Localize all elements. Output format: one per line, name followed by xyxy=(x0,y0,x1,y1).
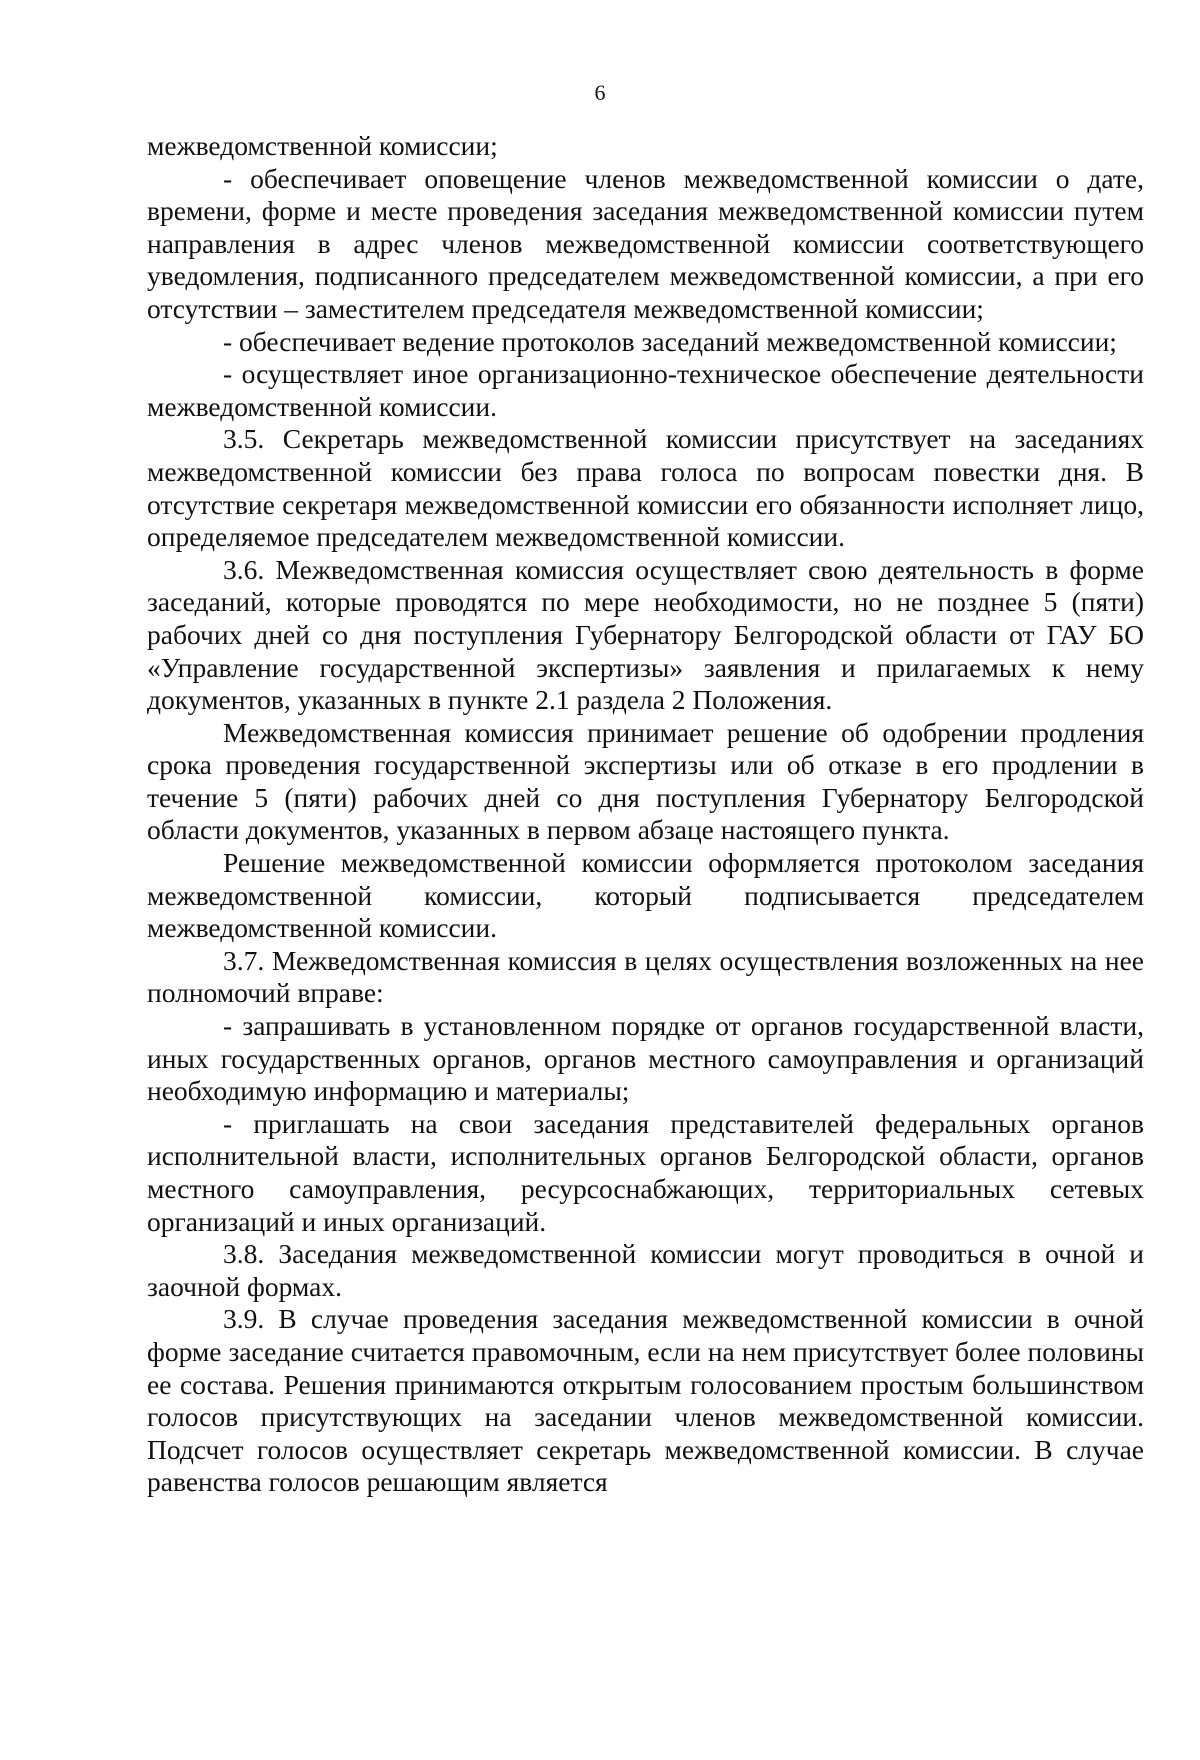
paragraph-invite-right: - приглашать на свои заседания представителей федеральных органов исполнительной власти, исполнительных органов Белгородской области, органов местного самоуправления, ресурсоснабжающих, территориальных сетевых организаций и иных организаций. xyxy=(147,1107,1144,1237)
paragraph-decision-term: Межведомственная комиссия принимает решение об одобрении продления срока проведения государственной экспертизы или об отказе в его продлении в течение 5 (пяти) рабочих дней со дня поступления Губернатору Белгородской области документов, указанных в первом абзаце настоящего пункта. xyxy=(147,716,1144,846)
paragraph-protocol-duty: - обеспечивает ведение протоколов заседаний межведомственной комиссии; xyxy=(223,325,1117,357)
paragraph-decision-protocol: Решение межведомственной комиссии оформляется протоколом заседания межведомственной комиссии, который подписывается председателем межведомственной комиссии. xyxy=(147,847,1144,944)
paragraph-3-5: 3.5. Секретарь межведомственной комиссии присутствует на заседаниях межведомственной комиссии без права голоса по вопросам повестки дня. В отсутствие секретаря межведомственной комиссии его обязанности исполняет лицо, определяемое председателем межведомственной комиссии. xyxy=(147,423,1144,553)
paragraph-3-6: 3.6. Межведомственная комиссия осуществляет свою деятельность в форме заседаний, которые проводятся по мере необходимости, но не позднее 5 (пяти) рабочих дней со дня поступления Губернатору Белгородской области от ГАУ БО «Управление государственной экспертизы» заявления и прилагаемых к нему документов, указанных в пункте 2.1 раздела 2 Положения. xyxy=(147,553,1144,716)
paragraph-request-info-right: - запрашивать в установленном порядке от органов государственной власти, иных государственных органов, органов местного самоуправления и организаций необходимую информацию и материалы; xyxy=(147,1010,1144,1107)
paragraph-3-9: 3.9. В случае проведения заседания межведомственной комиссии в очной форме заседание считается правомочным, если на нем присутствует более половины ее состава. Решения принимаются открытым голосованием простым большинством голосов присутствующих на заседании членов межведомственной комиссии. Подсчет голосов осуществляет секретарь межведомственной комиссии. В случае равенства голосов решающим является xyxy=(147,1303,1144,1498)
page-number: 6 xyxy=(594,80,606,105)
paragraph-technical-support-duty: - осуществляет иное организационно-техническое обеспечение деятельности межведомственной комиссии. xyxy=(147,358,1144,422)
document-body xyxy=(147,130,1144,1499)
paragraph-notification-duty: - обеспечивает оповещение членов межведомственной комиссии о дате, времени, форме и месте проведения заседания межведомственной комиссии путем направления в адрес членов межведомственной комиссии соответствующего уведомления, подписанного председателем межведомственной комиссии, а при его отсутствии – заместителем председателя межведомственной комиссии; xyxy=(147,162,1144,324)
paragraph-3-8: 3.8. Заседания межведомственной комиссии могут проводиться в очной и заочной формах. xyxy=(147,1238,1144,1302)
paragraph-commission-continuation: межведомственной комиссии; xyxy=(147,130,498,161)
paragraph-3-7: 3.7. Межведомственная комиссия в целях осуществления возложенных на нее полномочий вправе: xyxy=(147,944,1144,1009)
